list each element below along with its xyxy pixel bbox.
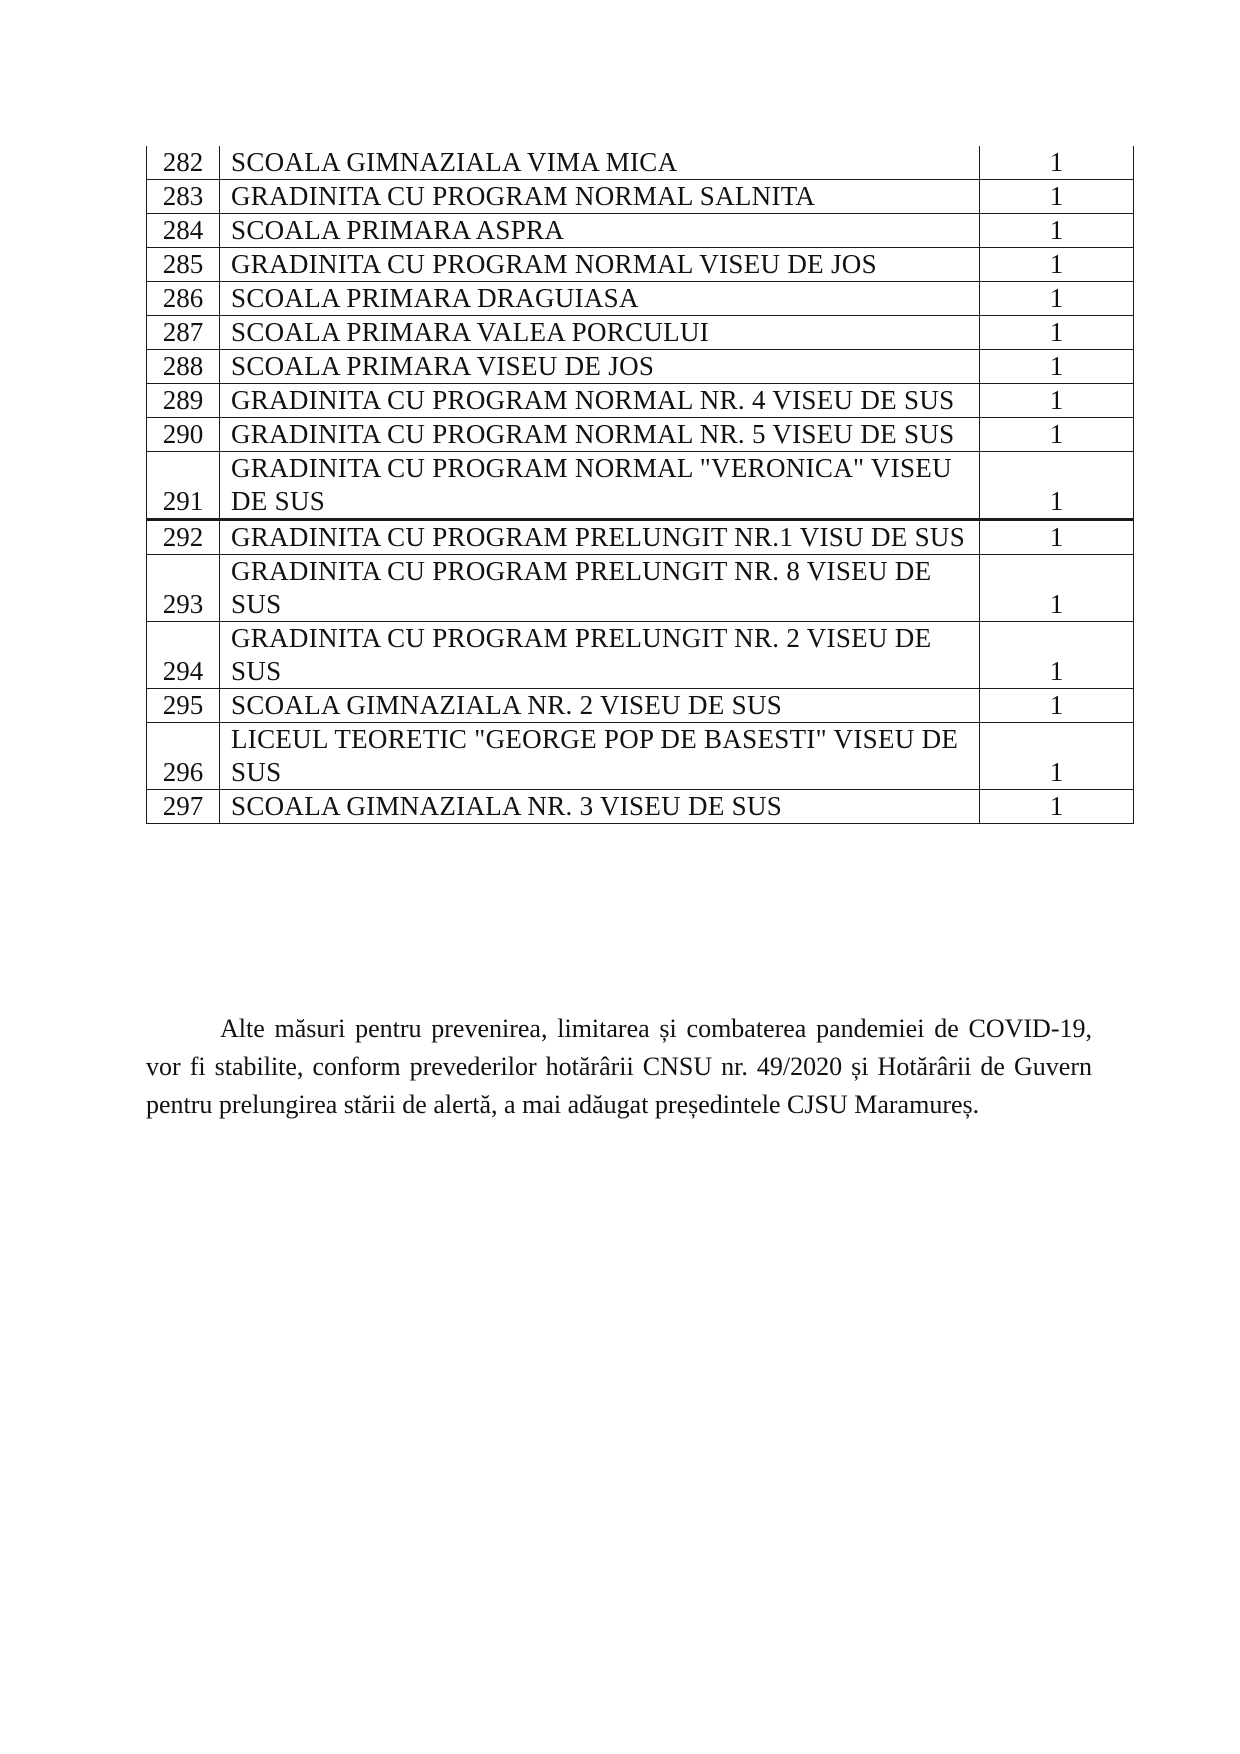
row-number: 285 [147, 248, 220, 282]
table-row [147, 520, 1134, 555]
table-row [147, 622, 1134, 689]
row-count: 1 [980, 316, 1134, 350]
row-number: 293 [147, 555, 220, 622]
table-row [147, 384, 1134, 418]
row-count: 1 [980, 180, 1134, 214]
row-number: 283 [147, 180, 220, 214]
table-row [147, 418, 1134, 452]
table-row [147, 790, 1134, 824]
row-count: 1 [980, 384, 1134, 418]
row-number: 290 [147, 418, 220, 452]
row-count: 1 [980, 622, 1134, 689]
row-number: 296 [147, 723, 220, 790]
table-row [147, 350, 1134, 384]
row-count: 1 [980, 452, 1134, 520]
row-number: 294 [147, 622, 220, 689]
school-name: GRADINITA CU PROGRAM NORMAL NR. 4 VISEU DE SUS [220, 384, 980, 418]
row-number: 287 [147, 316, 220, 350]
table-row [147, 316, 1134, 350]
school-name: GRADINITA CU PROGRAM NORMAL SALNITA [220, 180, 980, 214]
school-name: GRADINITA CU PROGRAM NORMAL "VERONICA" VISEU DE SUS [220, 452, 980, 520]
closing-paragraph: Alte măsuri pentru prevenirea, limitarea și combaterea pandemiei de COVID-19, vor fi stabilite, conform prevederilor hotărârii CNSU nr. 49/2020 și Hotărârii de Guvern pentru prelungirea stării de alertă, a mai adăugat președintele CJSU Maramureș. [146, 1014, 1092, 1119]
row-count: 1 [980, 350, 1134, 384]
school-name: GRADINITA CU PROGRAM NORMAL VISEU DE JOS [220, 248, 980, 282]
row-number: 292 [147, 520, 220, 555]
school-name: GRADINITA CU PROGRAM PRELUNGIT NR. 8 VISEU DE SUS [220, 555, 980, 622]
row-count: 1 [980, 689, 1134, 723]
row-count: 1 [980, 282, 1134, 316]
school-name: GRADINITA CU PROGRAM PRELUNGIT NR. 2 VISEU DE SUS [220, 622, 980, 689]
row-number: 288 [147, 350, 220, 384]
row-number: 295 [147, 689, 220, 723]
table-row [147, 555, 1134, 622]
row-count: 1 [980, 520, 1134, 555]
table-row [147, 282, 1134, 316]
schools-table [146, 146, 1134, 824]
row-number: 289 [147, 384, 220, 418]
row-count: 1 [980, 790, 1134, 824]
school-name: GRADINITA CU PROGRAM PRELUNGIT NR.1 VISU DE SUS [220, 520, 980, 555]
row-number: 297 [147, 790, 220, 824]
school-name: SCOALA PRIMARA ASPRA [220, 214, 980, 248]
row-number: 282 [147, 146, 220, 180]
school-name: SCOALA GIMNAZIALA NR. 3 VISEU DE SUS [220, 790, 980, 824]
row-count: 1 [980, 248, 1134, 282]
school-name: SCOALA PRIMARA VISEU DE JOS [220, 350, 980, 384]
table-row [147, 214, 1134, 248]
row-count: 1 [980, 723, 1134, 790]
table-row [147, 689, 1134, 723]
row-count: 1 [980, 555, 1134, 622]
row-number: 291 [147, 452, 220, 520]
row-count: 1 [980, 146, 1134, 180]
table-row [147, 248, 1134, 282]
row-count: 1 [980, 214, 1134, 248]
school-name: SCOALA GIMNAZIALA VIMA MICA [220, 146, 980, 180]
school-name: GRADINITA CU PROGRAM NORMAL NR. 5 VISEU DE SUS [220, 418, 980, 452]
table-row [147, 452, 1134, 520]
school-name: LICEUL TEORETIC "GEORGE POP DE BASESTI" VISEU DE SUS [220, 723, 980, 790]
table-row [147, 180, 1134, 214]
row-number: 286 [147, 282, 220, 316]
school-name: SCOALA GIMNAZIALA NR. 2 VISEU DE SUS [220, 689, 980, 723]
row-number: 284 [147, 214, 220, 248]
school-name: SCOALA PRIMARA VALEA PORCULUI [220, 316, 980, 350]
row-count: 1 [980, 418, 1134, 452]
table-row [147, 723, 1134, 790]
school-name: SCOALA PRIMARA DRAGUIASA [220, 282, 980, 316]
table-row [147, 146, 1134, 180]
